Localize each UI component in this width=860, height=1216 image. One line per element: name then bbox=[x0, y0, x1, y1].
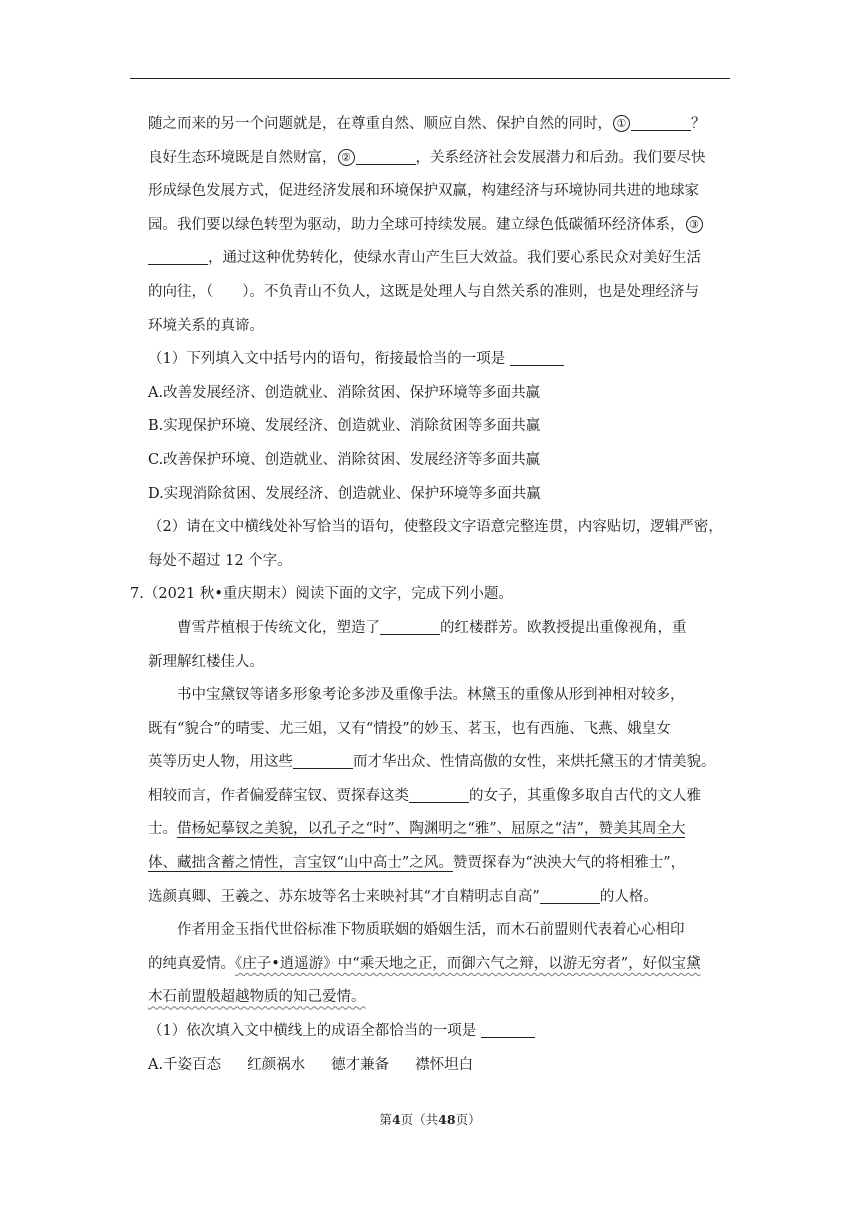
underlined-sentence: 借杨妃摹钗之美貌，以孔子之“时”、陶渊明之“雅”、屈原之“洁”，赞美其周全大 bbox=[177, 821, 686, 838]
blank bbox=[540, 887, 600, 904]
question-6-1: （1）下列填入文中括号内的语句，衔接最恰当的一项是 bbox=[148, 343, 738, 377]
question-6-2-cont: 每处不超过 12 个字。 bbox=[148, 552, 292, 569]
passage-line: 的纯真爱情。《庄子•逍遥游》中“乘天地之正，而御六气之辩，以游无穷者”，好似宝黛 bbox=[148, 955, 701, 972]
page-footer: 第4页（共48页） bbox=[379, 1112, 481, 1127]
question-6-2: （2）请在文中横线处补写恰当的语句，使整段文字语意完整连贯，内容贴切，逻辑严密， bbox=[148, 519, 723, 536]
option-c[interactable]: C.改善保护环境、创造就业、消除贫困、发展经济等多面共赢 bbox=[148, 451, 541, 468]
page-number: 4 bbox=[391, 1112, 401, 1127]
passage-line: 相较而言，作者偏爱薛宝钗、贾探春这类 的女子，其重像多取自古代的文人雅 bbox=[148, 787, 701, 804]
passage-line: 书中宝黛钗等诸多形象考论多涉及重像手法。林黛玉的重像从形到神相对较多， bbox=[177, 687, 685, 704]
blank-2 bbox=[356, 148, 416, 165]
blank bbox=[380, 618, 440, 635]
answer-blank[interactable] bbox=[481, 1021, 535, 1038]
passage-line: 的向往，（ ）。不负青山不负人，这既是处理人与自然关系的准则，也是处理经济与 bbox=[148, 283, 699, 300]
question-7-1: （1）依次填入文中横线上的成语全都恰当的一项是 bbox=[148, 1015, 738, 1049]
underlined-sentence: 体、藏拙含蓄之情性，言宝钗“山中高士”之风。 bbox=[148, 855, 453, 872]
passage-line: 既有“貌合”的晴雯、尤三姐，又有“情投”的妙玉、茗玉，也有西施、飞燕、娥皇女 bbox=[148, 720, 671, 737]
passage-line bbox=[148, 981, 738, 1015]
blank-3 bbox=[148, 248, 208, 265]
passage-line: 良好生态环境既是自然财富， ② ，关系经济社会发展潜力和后劲。我们要尽快 bbox=[148, 149, 706, 166]
question-7-header: 7.（2021 秋•重庆期末）阅读下面的文字，完成下列小题。 bbox=[130, 586, 513, 603]
option-a[interactable]: A.千姿百态 红颜祸水 德才兼备 襟怀坦白 bbox=[148, 1056, 474, 1073]
passage-line: 新理解红楼佳人。 bbox=[148, 653, 264, 670]
passage-line: 形成绿色发展方式，促进经济发展和环境保护双赢，构建经济与环境协同共进的地球家 bbox=[148, 183, 699, 200]
option-b[interactable]: B.实现保护环境、发展经济、创造就业、消除贫困等多面共赢 bbox=[148, 418, 541, 435]
header-rule bbox=[130, 78, 730, 79]
passage-line: 随之而来的另一个问题就是，在尊重自然、顺应自然、保护自然的同时， ① ？ bbox=[148, 116, 706, 132]
wavy-underlined-sentence: 《庄子•逍遥游》中“乘天地之正，而御六气之辩，以游无穷者”，好似宝黛 bbox=[235, 955, 701, 972]
blank bbox=[293, 752, 353, 769]
answer-blank[interactable] bbox=[510, 349, 564, 366]
passage-line: 选颜真卿、王羲之、苏东坡等名士来映衬其“才自精明志自高” 的人格。 bbox=[148, 888, 658, 905]
wavy-underlined-sentence: 木石前盟般超越物质的知己爱情。 bbox=[148, 989, 366, 1006]
passage-line: 曹雪芹植根于传统文化，塑造了 的红楼群芳。欧教授提出重像视角，重 bbox=[177, 619, 687, 636]
marker-1: ① bbox=[613, 115, 630, 132]
document-body bbox=[130, 108, 738, 1082]
passage-line: 英等历史人物，用这些 而才华出众、性情高傲的女性，来烘托黛玉的才情美貌。 bbox=[148, 754, 716, 771]
option-d[interactable]: D.实现消除贫困、发展经济、创造就业、保护环境等多面共赢 bbox=[148, 485, 541, 502]
passage-line: 体、藏拙含蓄之情性，言宝钗“山中高士”之风。赞贾探春为“泱泱大气的将相雅士”， bbox=[148, 855, 686, 872]
passage-line: 士。借杨妃摹钗之美貌，以孔子之“时”、陶渊明之“雅”、屈原之“洁”，赞美其周全大 bbox=[148, 821, 686, 838]
passage-line: ，通过这种优势转化，使绿水青山产生巨大效益。我们要心系民众对美好生活 bbox=[148, 242, 738, 276]
blank-1 bbox=[631, 114, 691, 131]
passage-line: 园。我们要以绿色转型为驱动，助力全球可持续发展。建立绿色低碳循环经济体系， ③ bbox=[148, 209, 738, 243]
page-total: 48 bbox=[438, 1112, 456, 1127]
question-number: 7. bbox=[130, 586, 144, 603]
passage-line: 环境关系的真谛。 bbox=[148, 317, 264, 334]
passage-line: 作者用金玉指代世俗标准下物质联姻的婚姻生活，而木石前盟则代表着心心相印 bbox=[177, 922, 685, 939]
option-a[interactable]: A.改善发展经济、创造就业、消除贫困、保护环境等多面共赢 bbox=[148, 384, 541, 401]
blank bbox=[409, 786, 469, 803]
marker-3: ③ bbox=[686, 216, 703, 233]
marker-2: ② bbox=[338, 149, 355, 166]
